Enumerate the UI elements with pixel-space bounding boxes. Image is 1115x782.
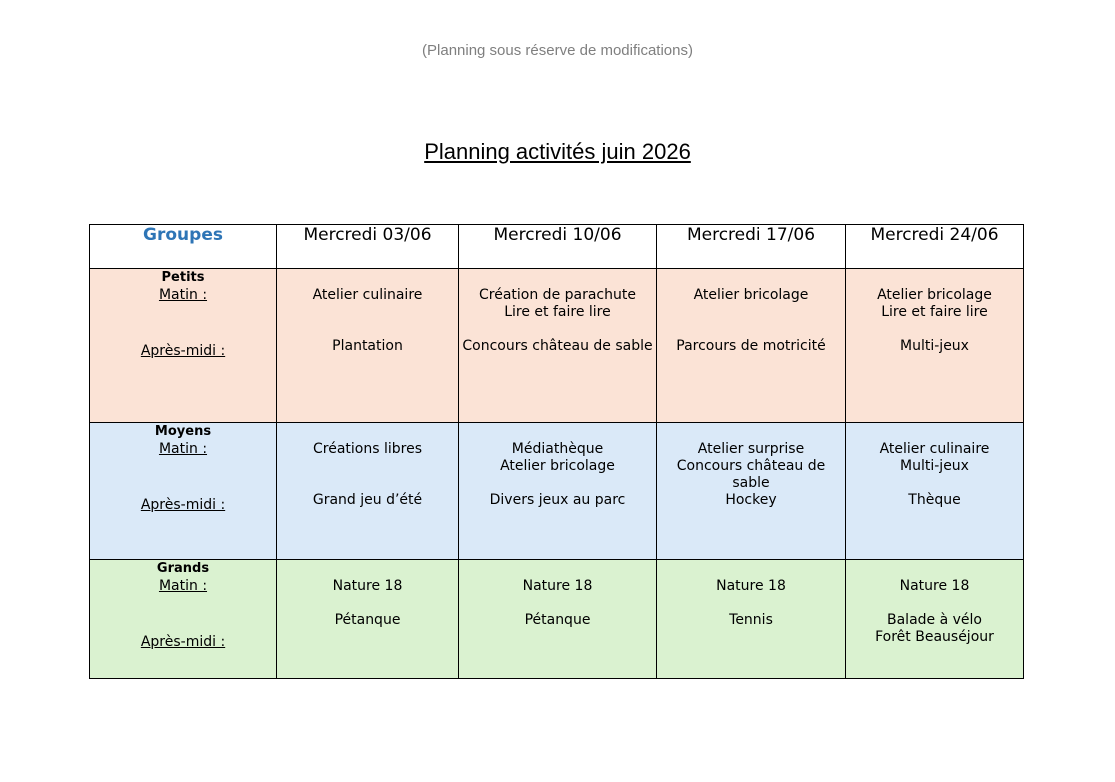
afternoon-activities bbox=[657, 338, 845, 355]
activity-line: Forêt Beauséjour bbox=[875, 629, 994, 645]
group-label-cell bbox=[90, 269, 277, 423]
activity-line: Lire et faire lire bbox=[881, 304, 988, 320]
activity-line: Nature 18 bbox=[899, 578, 970, 594]
activity-line: Tennis bbox=[729, 612, 773, 628]
activity-line: Pétanque bbox=[524, 612, 591, 628]
activity-cell bbox=[846, 560, 1024, 679]
matin-label: Matin : bbox=[158, 441, 208, 457]
activity-line: Nature 18 bbox=[332, 578, 403, 594]
activity-cell bbox=[459, 560, 657, 679]
group-label-cell bbox=[90, 560, 277, 679]
activity-cell bbox=[277, 423, 459, 560]
afternoon-activities bbox=[459, 492, 656, 509]
activity-line: Créations libres bbox=[313, 441, 422, 457]
groups-header: Groupes bbox=[90, 225, 277, 269]
group-row-moyens bbox=[90, 423, 1024, 560]
afternoon-activities bbox=[657, 492, 845, 509]
apres-midi-label: Après-midi : bbox=[140, 343, 226, 359]
day-header: Mercredi 17/06 bbox=[657, 225, 846, 269]
group-row-petits bbox=[90, 269, 1024, 423]
activity-cell bbox=[846, 269, 1024, 423]
morning-activities bbox=[657, 441, 845, 492]
activity-line: Hockey bbox=[725, 492, 777, 508]
matin-label: Matin : bbox=[158, 287, 208, 303]
activity-cell bbox=[277, 269, 459, 423]
activity-line: Atelier culinaire bbox=[312, 287, 423, 303]
activity-cell bbox=[459, 423, 657, 560]
activity-line: Nature 18 bbox=[522, 578, 593, 594]
disclaimer-note: (Planning sous réserve de modifications) bbox=[422, 42, 693, 59]
activity-line: Multi-jeux bbox=[900, 338, 969, 354]
activity-line: Pétanque bbox=[334, 612, 401, 628]
afternoon-activities bbox=[846, 338, 1023, 355]
activity-line: Atelier culinaire bbox=[879, 441, 990, 457]
apres-midi-label: Après-midi : bbox=[140, 497, 226, 513]
activity-line: Grand jeu d’été bbox=[312, 492, 423, 508]
day-header: Mercredi 03/06 bbox=[277, 225, 459, 269]
afternoon-activities bbox=[277, 338, 458, 355]
activity-line: Atelier bricolage bbox=[500, 458, 615, 474]
morning-activities bbox=[846, 287, 1023, 338]
day-header: Mercredi 10/06 bbox=[459, 225, 657, 269]
activity-line: Concours château de bbox=[676, 458, 826, 474]
morning-activities bbox=[459, 441, 656, 492]
activity-line: Atelier surprise bbox=[697, 441, 805, 457]
activity-cell bbox=[657, 423, 846, 560]
morning-activities bbox=[277, 441, 458, 492]
group-name: Grands bbox=[156, 561, 210, 576]
afternoon-activities bbox=[277, 612, 458, 629]
morning-activities bbox=[846, 578, 1023, 612]
page-title: Planning activités juin 2026 bbox=[424, 139, 691, 164]
activity-line: Lire et faire lire bbox=[504, 304, 611, 320]
day-header: Mercredi 24/06 bbox=[846, 225, 1024, 269]
planning-table bbox=[89, 224, 1024, 679]
group-label-cell bbox=[90, 423, 277, 560]
afternoon-activities bbox=[459, 338, 656, 355]
header-row bbox=[90, 225, 1024, 269]
afternoon-activities bbox=[846, 492, 1023, 509]
activity-line: Médiathèque bbox=[511, 441, 604, 457]
morning-activities bbox=[459, 287, 656, 338]
afternoon-activities bbox=[459, 612, 656, 629]
activity-line: sable bbox=[732, 475, 770, 491]
activity-line: Thèque bbox=[908, 492, 961, 508]
group-name: Petits bbox=[161, 270, 205, 285]
morning-activities bbox=[459, 578, 656, 612]
morning-activities bbox=[277, 578, 458, 612]
activity-line: Nature 18 bbox=[716, 578, 786, 594]
activity-line: Atelier bricolage bbox=[877, 287, 992, 303]
morning-activities bbox=[657, 287, 845, 338]
afternoon-activities bbox=[846, 612, 1023, 646]
activity-line: Plantation bbox=[332, 338, 403, 354]
activity-line: Multi-jeux bbox=[900, 458, 969, 474]
activity-cell bbox=[277, 560, 459, 679]
morning-activities bbox=[846, 441, 1023, 492]
activity-line: Création de parachute bbox=[479, 287, 636, 303]
activity-line: Balade à vélo bbox=[887, 612, 982, 628]
activity-line: Concours château de sable bbox=[462, 338, 653, 354]
morning-activities bbox=[657, 578, 845, 612]
activity-cell bbox=[459, 269, 657, 423]
group-name: Moyens bbox=[154, 424, 212, 439]
matin-label: Matin : bbox=[158, 578, 208, 594]
apres-midi-label: Après-midi : bbox=[140, 634, 226, 650]
afternoon-activities bbox=[277, 492, 458, 509]
afternoon-activities bbox=[657, 612, 845, 629]
morning-activities bbox=[277, 287, 458, 338]
activity-line: Parcours de motricité bbox=[676, 338, 826, 354]
activity-line: Divers jeux au parc bbox=[489, 492, 626, 508]
activity-cell bbox=[846, 423, 1024, 560]
group-row-grands bbox=[90, 560, 1024, 679]
activity-line: Atelier bricolage bbox=[693, 287, 809, 303]
activity-cell bbox=[657, 269, 846, 423]
activity-cell bbox=[657, 560, 846, 679]
